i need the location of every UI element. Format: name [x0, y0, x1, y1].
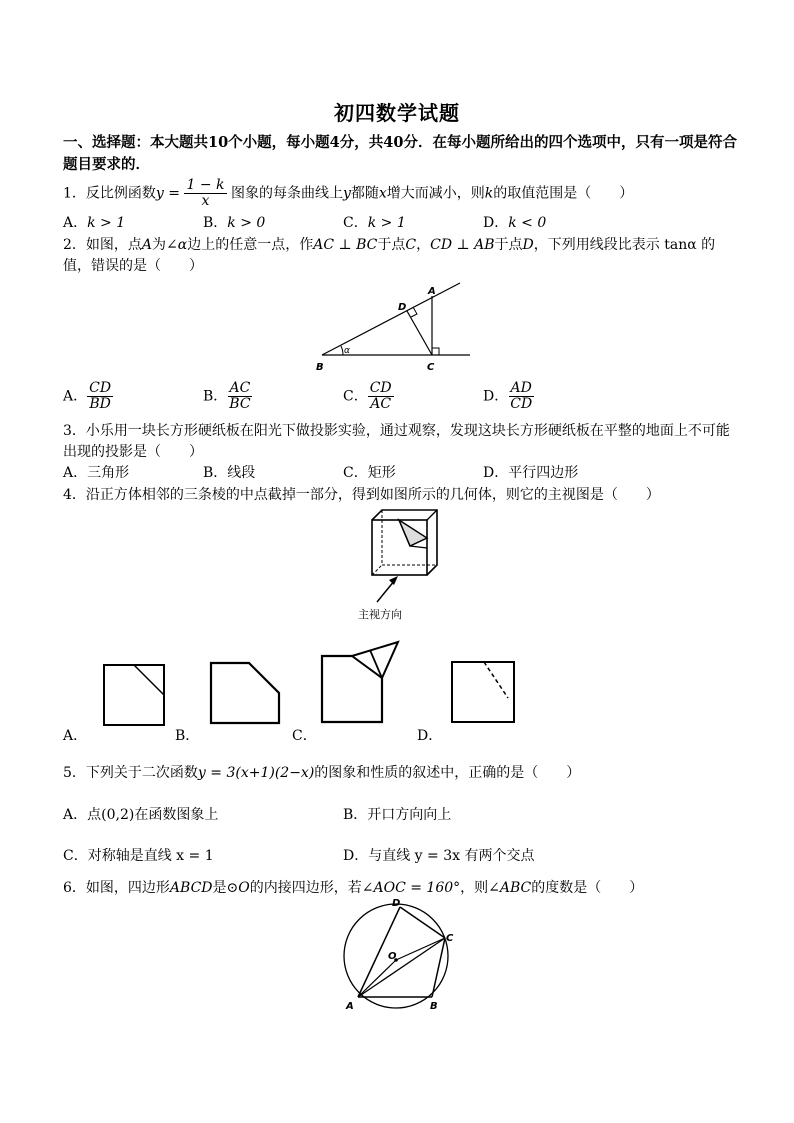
q1-option-b: B．k > 0: [203, 215, 266, 231]
label-b: B: [316, 362, 324, 373]
label-alpha: α: [344, 346, 350, 356]
q4-option-b-label: B．: [175, 728, 200, 744]
question-2-line1: 2．如图，点A为∠α边上的任意一点，作AC ⊥ BC于点C，CD ⊥ AB于点D，下列用线段比表示 tanα 的: [63, 237, 716, 253]
q1-option-c: C．k > 1: [343, 215, 406, 231]
label-d: D: [392, 898, 401, 909]
q2-option-d: D． $\frac{AD}{CD}$: [483, 380, 533, 412]
q3-option-d: D．平行四边形: [483, 465, 579, 481]
question-4-line1: 4．沿正方体相邻的三条棱的中点截掉一部分，得到如图所示的几何体，则它的主视图是（ ）: [63, 487, 660, 503]
q1-option-a: A．k > 1: [63, 215, 126, 231]
label-a: A: [428, 286, 436, 297]
question-2-line2: 值，错误的是（ ）: [63, 258, 203, 274]
fraction: $\frac{1 - k}{x}$: [186, 177, 225, 209]
q2-option-c: C． $\frac{CD}{AC}$: [343, 380, 392, 412]
q5-option-d: D．与直线 y = 3x 有两个交点: [343, 848, 535, 864]
question-3-line1: 3．小乐用一块长方形硬纸板在阳光下做投影实验，通过观察，发现这块长方形硬纸板在平整的地面上不可能: [63, 423, 730, 439]
q4-option-d-label: D．: [417, 728, 443, 744]
question-6: 6．如图，四边形ABCD是⊙O的内接四边形，若∠AOC = 160°，则∠ABC的度数是（ ）: [63, 880, 644, 896]
q4-option-a-figure: [100, 661, 170, 729]
q4-option-a-label: A．: [63, 728, 88, 744]
q4-cube-figure: [355, 508, 445, 623]
q5-option-c: C．对称轴是直线 x = 1: [63, 848, 214, 864]
label-c: C: [446, 933, 454, 944]
question-5: 5．下列关于二次函数y = 3(x+1)(2−x)的图象和性质的叙述中，正确的是（ ）: [63, 765, 581, 781]
q3-option-c: C．矩形: [343, 465, 396, 481]
q2-option-a: A． $\frac{CD}{BD}$: [63, 380, 112, 412]
label-d: D: [398, 302, 407, 313]
label-a: A: [346, 1001, 354, 1012]
q3-option-b: B．线段: [203, 465, 256, 481]
view-direction-caption: 主视方向: [358, 608, 402, 621]
page-title: 初四数学试题: [334, 101, 460, 125]
q6-circle-figure: [336, 896, 462, 1014]
q4-option-c-label: C．: [292, 728, 317, 744]
label-o: O: [388, 951, 397, 962]
section-instructions-line2: 题目要求的．: [63, 156, 150, 173]
q5-option-a: A．点(0,2)在函数图象上: [63, 807, 219, 823]
q4-option-d-figure: [448, 658, 520, 726]
q3-option-a: A．三角形: [63, 465, 130, 481]
q2-option-b: B． $\frac{AC}{BC}$: [203, 380, 251, 412]
q5-option-b: B．开口方向向上: [343, 807, 452, 823]
q1-option-d: D．k < 0: [483, 215, 547, 231]
q2-triangle-figure: [310, 280, 480, 375]
q4-option-c-figure: [318, 638, 402, 726]
q4-option-b-figure: [207, 659, 285, 727]
question-3-line2: 出现的投影是（ ）: [63, 444, 203, 460]
label-c: C: [427, 362, 435, 373]
question-1: 1．反比例函数y = $\frac{1 - k}{x}$ 图象的每条曲线上y都随x增大而减小，则k的取值范围是（ ）: [63, 177, 634, 209]
section-instructions-line1: 一、选择题：本大题共10个小题，每小题4分，共40分．在每小题所给出的四个选项中，只有一项是符合: [63, 134, 737, 151]
label-b: B: [430, 1001, 438, 1012]
